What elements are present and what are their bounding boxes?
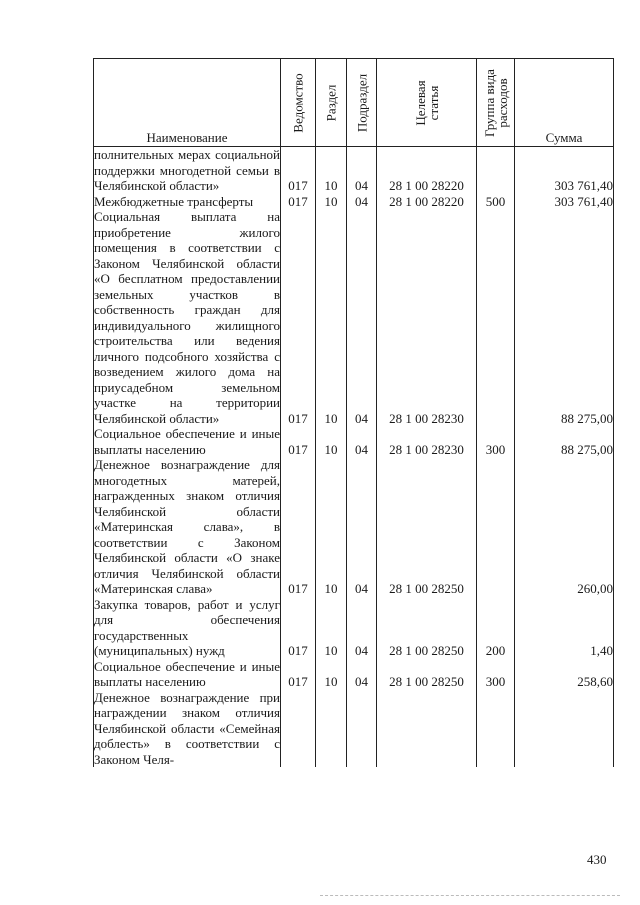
row-name: полнительных мерах социальной поддержки многодетной семьи в Челябинской области» (94, 147, 280, 193)
row-target-line: 28 1 00 28230 (377, 426, 477, 457)
row-target-line (377, 690, 477, 768)
row-target-line: 28 1 00 28250 (377, 457, 477, 597)
row-name: Денежное вознаграждение при награждении знаком отличия Челябинской области «Семейная доблесть» в соответствии с Законом Челя- (94, 689, 280, 767)
row-subsection: 04 (347, 457, 377, 597)
table-row (94, 147, 614, 194)
row-section: 10 (316, 457, 347, 597)
row-target-line: 28 1 00 28250 (377, 659, 477, 690)
row-section: 10 (316, 194, 347, 210)
header-subsection: Подраздел (347, 59, 377, 147)
row-amount: 258,60 (515, 659, 614, 690)
row-section: 10 (316, 597, 347, 659)
row-subsection: 04 (347, 209, 377, 426)
row-subsection: 04 (347, 426, 377, 457)
row-section: 10 (316, 147, 347, 194)
header-expense-group: Группа вида расходов (477, 59, 515, 147)
budget-table (93, 58, 614, 767)
row-subsection: 04 (347, 194, 377, 210)
row-amount: 260,00 (515, 457, 614, 597)
row-target-line: 28 1 00 28220 (377, 147, 477, 194)
row-expense-group: 300 (477, 426, 515, 457)
row-amount: 88 275,00 (515, 426, 614, 457)
header-target-line: Целевая статья (377, 59, 477, 147)
row-department: 017 (281, 659, 316, 690)
row-amount (515, 690, 614, 768)
row-department: 017 (281, 426, 316, 457)
row-section: 10 (316, 426, 347, 457)
row-expense-group: 300 (477, 659, 515, 690)
row-department: 017 (281, 457, 316, 597)
row-target-line: 28 1 00 28220 (377, 194, 477, 210)
header-department: Ведомство (281, 59, 316, 147)
row-subsection: 04 (347, 147, 377, 194)
row-department: 017 (281, 194, 316, 210)
row-expense-group (477, 147, 515, 194)
row-target-line: 28 1 00 28250 (377, 597, 477, 659)
row-name: Социальное обеспечение и иные выплаты населению (94, 426, 280, 457)
row-name: Социальное обеспечение и иные выплаты населению (94, 658, 280, 689)
table-row (94, 194, 614, 210)
row-section: 10 (316, 659, 347, 690)
row-target-line: 28 1 00 28230 (377, 209, 477, 426)
row-expense-group: 500 (477, 194, 515, 210)
page-number: 430 (587, 852, 607, 867)
table-row (94, 457, 614, 597)
header-amount: Сумма (515, 59, 614, 147)
row-department: 017 (281, 147, 316, 194)
row-department: 017 (281, 209, 316, 426)
row-amount: 88 275,00 (515, 209, 614, 426)
table-row (94, 209, 614, 426)
table-row (94, 426, 614, 457)
row-expense-group (477, 209, 515, 426)
row-subsection (347, 690, 377, 768)
table-row (94, 659, 614, 690)
row-amount: 1,40 (515, 597, 614, 659)
table-header-row (94, 59, 614, 147)
row-amount: 303 761,40 (515, 194, 614, 210)
row-name: Межбюджетные трансферты (94, 194, 281, 210)
row-expense-group: 200 (477, 597, 515, 659)
row-amount: 303 761,40 (515, 147, 614, 194)
row-subsection: 04 (347, 597, 377, 659)
table-row (94, 597, 614, 659)
row-subsection: 04 (347, 659, 377, 690)
table-row (94, 690, 614, 768)
row-expense-group (477, 457, 515, 597)
row-name: Закупка товаров, работ и услуг для обеспечения государственных (муниципальных) нужд (94, 596, 280, 658)
row-department: 017 (281, 597, 316, 659)
row-section: 10 (316, 209, 347, 426)
row-name: Социальная выплата на приобретение жилого помещения в соответствии с Законом Челябинской области «О бесплатном предоставлении земельных участков в собственность граждан для индивидуального жилищного строительства или ведения личного подсобного хозяйства с возведением жилого дома на приусадебном земельном участке на территории Челябинской области» (94, 209, 280, 426)
scan-artifact-line (320, 895, 620, 896)
header-section: Раздел (316, 59, 347, 147)
row-section (316, 690, 347, 768)
header-name: Наименование (94, 59, 281, 147)
row-department (281, 690, 316, 768)
row-expense-group (477, 690, 515, 768)
row-name: Денежное вознаграждение для многодетных матерей, награжденных знаком отличия Челябинской области «Материнская слава», в соответствии с Законом Челябинской области «О знаке отличия Челябинской области «Материнская слава» (94, 457, 280, 596)
